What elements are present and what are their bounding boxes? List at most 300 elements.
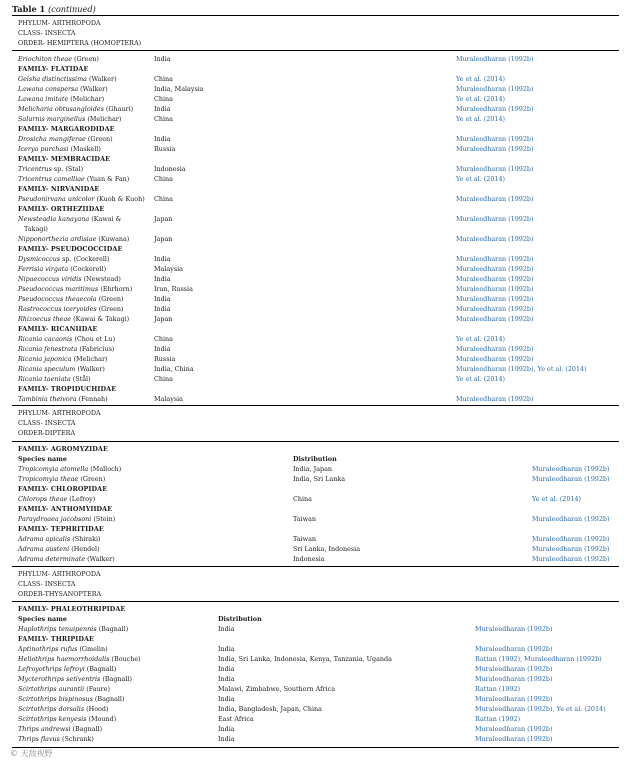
species-cell <box>18 54 99 64</box>
reference-link[interactable]: Muraleedharan (1992b) <box>456 295 534 303</box>
distribution-cell: Malawi, Zimbabwe, Southern Africa <box>218 685 336 693</box>
species-cell <box>18 174 129 184</box>
distribution-cell: India <box>218 695 235 703</box>
species-cell <box>18 514 115 524</box>
family-row <box>12 64 619 74</box>
species-author: (Kawai & <box>89 215 122 223</box>
species-cell <box>18 644 108 654</box>
reference-link[interactable]: Muraleedharan (1992b) <box>532 545 610 553</box>
species-cell <box>18 374 91 384</box>
species-name: Scirtothrips aurantii <box>18 685 85 693</box>
table-row <box>12 554 619 564</box>
taxonomy-line: CLASS- INSECTA <box>18 580 76 588</box>
distribution-cell: Malaysia <box>154 265 183 273</box>
species-cell <box>18 714 116 724</box>
distribution-cell: Indonesia <box>154 165 186 173</box>
reference-link[interactable]: Muraleedharan (1992b) <box>456 145 534 153</box>
species-cell <box>18 104 133 114</box>
species-author: (Walker) <box>75 365 105 373</box>
species-cell <box>18 74 117 84</box>
table-row <box>12 164 619 174</box>
table-row <box>12 514 619 524</box>
species-name: Ferrisia virgata <box>18 265 69 273</box>
species-author: (Walker) <box>86 75 117 83</box>
species-name: Paraydroaea jacobsoni <box>18 515 92 523</box>
reference-link[interactable]: Ye et al. (2014) <box>456 375 506 383</box>
table-row <box>12 494 619 504</box>
distribution-cell: India, Bangladesh, Japan, China <box>218 705 322 713</box>
species-name: Tropicomyia atomella <box>18 465 89 473</box>
species-cell <box>18 334 115 344</box>
table-row <box>12 694 619 704</box>
species-cell <box>18 474 105 484</box>
species-name: Scirtothrips kenyesis <box>18 715 87 723</box>
species-author: (Green) <box>96 305 124 313</box>
family-name: FAMILY- PSEUDOCOCCIDAE <box>18 245 123 253</box>
species-author: (Malloch) <box>88 465 122 473</box>
reference-link[interactable]: Muraleedharan (1992b) <box>532 465 610 473</box>
reference-link[interactable]: Muraleedharan (1992b) <box>475 665 553 673</box>
species-cell <box>18 664 116 674</box>
distribution-cell: Japan <box>154 235 173 243</box>
species-cell <box>18 284 132 294</box>
species-author: (Kuwana) <box>96 235 130 243</box>
species-author: (Stein) <box>91 515 116 523</box>
family-row <box>12 184 619 194</box>
reference-link[interactable]: Ye et al. (2014) <box>532 495 582 503</box>
table-rule <box>12 601 619 602</box>
table-row <box>12 644 619 654</box>
species-name: Pseudococcus theaecola <box>18 295 97 303</box>
distribution-cell: Malaysia <box>154 395 183 403</box>
distribution-cell: India <box>218 665 235 673</box>
species-cell <box>18 194 145 204</box>
family-name: FAMILY- RICANIIDAE <box>18 325 98 333</box>
taxonomy-line: PHYLUM- ARTHROPODA <box>18 409 101 417</box>
table-row <box>12 294 619 304</box>
distribution-cell: China <box>154 75 173 83</box>
species-author: (Gmelin) <box>77 645 108 653</box>
taxonomy-line: CLASS- INSECTA <box>18 29 76 37</box>
species-cell <box>18 534 101 544</box>
species-cell <box>18 234 129 244</box>
species-author: (Ehrhorn) <box>98 285 133 293</box>
family-row <box>12 154 619 164</box>
table-row <box>12 134 619 144</box>
distribution-cell: India <box>154 345 171 353</box>
taxonomy-line: PHYLUM- ARTHROPODA <box>18 19 101 27</box>
species-name: Ricania taeniata <box>18 375 71 383</box>
table-row <box>12 704 619 714</box>
table-row <box>12 464 619 474</box>
species-name: Aptinothrips rufus <box>18 645 78 653</box>
distribution-cell: Taiwan <box>293 515 317 523</box>
distribution-cell: Taiwan <box>293 535 317 543</box>
species-author: (Green) <box>85 135 113 143</box>
reference-link[interactable]: Muraleedharan (1992b) <box>532 555 610 563</box>
species-author: (Ghauri) <box>103 105 134 113</box>
distribution-header: Distribution <box>293 455 337 463</box>
family-row <box>12 524 619 534</box>
species-name: Heliothrips haemorrhoidalis <box>18 655 110 663</box>
species-name: Drosicha mangiferae <box>18 135 86 143</box>
reference-link[interactable]: Muraleedharan (1992b) <box>456 345 534 353</box>
taxonomy-line: CLASS- INSECTA <box>18 419 76 427</box>
family-name: FAMILY- TROPIDUCHIDAE <box>18 385 117 393</box>
species-name: Tambinia theivora <box>18 395 77 403</box>
reference-link[interactable]: Muraleedharan (1992b) <box>456 315 534 323</box>
reference-link[interactable]: Muraleedharan (1992b) <box>456 265 534 273</box>
species-name: Ricania speculum <box>18 365 76 373</box>
reference-link[interactable]: Muraleedharan (1992b), Ye et al. (2014) <box>456 365 587 373</box>
species-name: Melicharia obtusangloides <box>18 105 104 113</box>
distribution-cell: Russia <box>154 145 176 153</box>
distribution-cell: China <box>154 95 173 103</box>
table-row <box>12 54 619 64</box>
table-rule <box>12 566 619 567</box>
species-name: Adrama determinate <box>18 555 86 563</box>
table-row <box>12 174 619 184</box>
table-row <box>12 194 619 204</box>
species-author: (Chou et Lu) <box>72 335 116 343</box>
distribution-cell: India <box>154 55 171 63</box>
table-row <box>12 654 619 664</box>
distribution-cell: India <box>154 105 171 113</box>
species-cell <box>18 394 108 404</box>
species-cell <box>18 364 105 374</box>
reference-link[interactable]: Muraleedharan (1992b) <box>456 395 534 403</box>
species-cell <box>18 544 100 554</box>
distribution-cell: Indonesia <box>293 555 325 563</box>
species-author: (Kawai & Takagi) <box>71 315 130 323</box>
family-row <box>12 444 619 454</box>
table-row <box>12 344 619 354</box>
reference-link[interactable]: Muraleedharan (1992b) <box>456 195 534 203</box>
family-row <box>12 634 619 644</box>
species-name: Scirtothrips dorsalis <box>18 705 85 713</box>
species-name-header: Species name <box>18 615 67 623</box>
table-row <box>12 214 619 224</box>
species-name: Salurnis marginellus <box>18 115 86 123</box>
distribution-cell: Japan <box>154 315 173 323</box>
species-name: Lefroyothrips lefroyi <box>18 665 85 673</box>
reference-link[interactable]: Muraleedharan (1992b) <box>475 725 553 733</box>
species-author: (Melichar) <box>68 95 105 103</box>
family-name: FAMILY- AGROMYZIDAE <box>18 445 108 453</box>
reference-link[interactable]: Muraleedharan (1992b) <box>456 305 534 313</box>
distribution-cell: India <box>154 275 171 283</box>
species-author: (Bagnall) <box>96 625 129 633</box>
species-name: Pseudococcus maritimus <box>18 285 99 293</box>
species-name: Adrama austeni <box>18 545 70 553</box>
table-row <box>12 624 619 634</box>
family-row <box>12 504 619 514</box>
column-header-row <box>12 614 619 624</box>
table-row <box>12 74 619 84</box>
species-cell <box>18 654 141 664</box>
table-rule <box>12 50 619 51</box>
reference-link[interactable]: Ye et al. (2014) <box>456 75 506 83</box>
family-name: FAMILY- PHALEOTHRIPIDAE <box>18 605 126 613</box>
species-cell <box>18 344 114 354</box>
table-row <box>12 314 619 324</box>
table-row <box>12 104 619 114</box>
table-row <box>12 724 619 734</box>
family-name: FAMILY- MEMBRACIDAE <box>18 155 111 163</box>
table-row <box>12 394 619 404</box>
distribution-cell: Iran, Russia <box>154 285 193 293</box>
reference-link[interactable]: Ye et al. (2014) <box>456 95 506 103</box>
distribution-cell: India <box>218 675 235 683</box>
species-cell <box>18 84 108 94</box>
species-author: (Lefroy) <box>67 495 96 503</box>
species-author: (Melichar) <box>85 115 122 123</box>
table-row <box>12 664 619 674</box>
table-row <box>12 334 619 344</box>
reference-link[interactable]: Muraleedharan (1992b) <box>456 135 534 143</box>
family-name: FAMILY- MARGARODIDAE <box>18 125 115 133</box>
species-cell <box>18 464 121 474</box>
distribution-cell: Russia <box>154 355 176 363</box>
distribution-cell: India, Sri Lanka <box>293 475 346 483</box>
family-name: FAMILY- CHLOROPIDAE <box>18 485 108 493</box>
reference-link[interactable]: Muraleedharan (1992b) <box>475 675 553 683</box>
species-name: Eriochiton theae <box>18 55 72 63</box>
species-name: Tropicomyia theae <box>18 475 79 483</box>
reference-link[interactable]: Ye et al. (2014) <box>456 175 506 183</box>
distribution-cell: India <box>154 295 171 303</box>
species-author: (Green) <box>71 55 99 63</box>
reference-link[interactable]: Muraleedharan (1992b) <box>532 475 610 483</box>
species-name: Ricania cacaonis <box>18 335 73 343</box>
species-cell <box>18 164 83 174</box>
distribution-cell: India, Sri Lanka, Indonesia, Kenya, Tanzania, Uganda <box>218 655 392 663</box>
reference-link[interactable]: Muraleedharan (1992b) <box>475 735 553 743</box>
species-name: Scirtothrips bispinosus <box>18 695 93 703</box>
table-row <box>12 474 619 484</box>
reference-link[interactable]: Muraleedharan (1992b) <box>456 165 534 173</box>
family-row <box>12 244 619 254</box>
reference-link[interactable]: Muraleedharan (1992b) <box>456 355 534 363</box>
family-name: FAMILY- ANTHOMYIIDAE <box>18 505 113 513</box>
distribution-cell: India, Japan <box>293 465 333 473</box>
table-row <box>12 534 619 544</box>
reference-link[interactable]: Rattan (1992), Muraleedharan (1992b) <box>475 655 602 663</box>
reference-link[interactable]: Rattan (1992) <box>475 715 521 723</box>
species-author: (Faure) <box>84 685 110 693</box>
species-cell <box>18 694 124 704</box>
table-row <box>12 264 619 274</box>
family-row <box>12 324 619 334</box>
species-author: (Fennah) <box>76 395 108 403</box>
reference-link[interactable]: Ye et al. (2014) <box>456 335 506 343</box>
reference-link[interactable]: Muraleedharan (1992b) <box>456 105 534 113</box>
distribution-cell: India, Malaysia <box>154 85 204 93</box>
table-rule <box>12 441 619 442</box>
species-name: Tricentrus camelliae <box>18 175 85 183</box>
table-row <box>12 114 619 124</box>
reference-link[interactable]: Muraleedharan (1992b) <box>456 235 534 243</box>
species-author: (Bouche) <box>109 655 141 663</box>
species-name: Rastrococcus iceryoides <box>18 305 97 313</box>
species-author: (Mound) <box>86 715 117 723</box>
family-row <box>12 124 619 134</box>
reference-link[interactable]: Muraleedharan (1992b) <box>456 55 534 63</box>
species-name: Mycterothrips setiventris <box>18 675 101 683</box>
taxonomy-line: PHYLUM- ARTHROPODA <box>18 570 101 578</box>
table-label: Table 1 <box>12 4 46 14</box>
distribution-cell: India <box>218 735 235 743</box>
species-cell <box>18 734 94 744</box>
reference-link[interactable]: Rattan (1992) <box>475 685 521 693</box>
species-author: (Yuan & Fan) <box>84 175 130 183</box>
taxonomy-line: ORDER-THYSANOPTERA <box>18 590 102 598</box>
table-row <box>12 674 619 684</box>
reference-link[interactable]: Muraleedharan (1992b) <box>456 285 534 293</box>
species-name: Icerya purchasi <box>18 145 69 153</box>
table-row <box>12 274 619 284</box>
reference-link[interactable]: Muraleedharan (1992b) <box>475 695 553 703</box>
reference-link[interactable]: Muraleedharan (1992b) <box>475 625 553 633</box>
table-row <box>12 684 619 694</box>
table-row <box>12 144 619 154</box>
species-cell <box>18 314 129 324</box>
species-name: Lawana imitate <box>18 95 69 103</box>
species-cell <box>18 674 132 684</box>
table-row <box>12 304 619 314</box>
watermark: © 天敌视野 <box>10 749 53 758</box>
species-author: (Fabricius) <box>77 345 115 353</box>
species-name: Ricania japonica <box>18 355 72 363</box>
species-author: (Bagnall) <box>100 675 132 683</box>
species-name: Pseudonirvana unicolor <box>18 195 95 203</box>
species-author: (Newstead) <box>81 275 121 283</box>
family-name: FAMILY- ORTHEZIIDAE <box>18 205 105 213</box>
family-row <box>12 484 619 494</box>
distribution-cell: India <box>154 135 171 143</box>
species-cell <box>18 624 128 634</box>
reference-link[interactable]: Muraleedharan (1992b) <box>456 85 534 93</box>
table-row <box>12 84 619 94</box>
distribution-cell: China <box>154 175 173 183</box>
table-row <box>12 734 619 744</box>
species-author: (Walker) <box>78 85 108 93</box>
reference-link[interactable]: Muraleedharan (1992b) <box>456 255 534 263</box>
taxonomy-line: ORDER-DIPTERA <box>18 429 76 437</box>
table-rule <box>12 405 619 406</box>
species-author: (Green) <box>96 295 124 303</box>
reference-link[interactable]: Muraleedharan (1992b) <box>475 645 553 653</box>
family-name: FAMILY- THRIPIDAE <box>18 635 95 643</box>
species-author: (Shiraki) <box>70 535 101 543</box>
distribution-cell: India <box>218 725 235 733</box>
reference-link[interactable]: Muraleedharan (1992b), Ye et al. (2014) <box>475 705 606 713</box>
species-name: Adrama apicalis <box>18 535 71 543</box>
species-author-continued: Takagi) <box>24 225 48 233</box>
species-name: Nipaecoccus viridis <box>18 275 82 283</box>
species-author: (Schrank) <box>59 735 94 743</box>
species-name: Thrips flavus <box>18 735 60 743</box>
table-caption <box>12 4 96 14</box>
reference-link[interactable]: Muraleedharan (1992b) <box>532 535 610 543</box>
species-name: Nipponorthezia ardisiae <box>18 235 97 243</box>
family-row <box>12 384 619 394</box>
species-name: Haplothrips tenuipennis <box>18 625 97 633</box>
table-rule <box>12 747 619 748</box>
species-cell <box>18 144 101 154</box>
species-author: (Stål) <box>70 375 91 383</box>
family-row <box>12 204 619 214</box>
species-name: Dysmicoccus <box>18 255 61 263</box>
species-cell <box>18 214 121 224</box>
table-row <box>12 254 619 264</box>
species-cell <box>18 114 121 124</box>
distribution-cell: Sri Lanka, Indonesia <box>293 545 361 553</box>
species-author: (Melichar) <box>71 355 108 363</box>
species-cell <box>18 254 109 264</box>
species-cell <box>18 274 121 284</box>
table-row <box>12 374 619 384</box>
species-cell <box>18 354 108 364</box>
species-cell <box>18 294 123 304</box>
table-row <box>12 284 619 294</box>
table-rule <box>12 15 619 16</box>
reference-link[interactable]: Muraleedharan (1992b) <box>456 215 534 223</box>
species-name: Rhizoecus theae <box>18 315 72 323</box>
reference-link[interactable]: Muraleedharan (1992b) <box>456 275 534 283</box>
family-name: FAMILY- TEPHRITIDAE <box>18 525 104 533</box>
species-cell <box>18 304 124 314</box>
table-row <box>12 234 619 244</box>
species-name: Lawana conspersa <box>18 85 79 93</box>
species-author: sp. (Cockerell) <box>60 255 110 263</box>
distribution-cell: India <box>218 625 235 633</box>
distribution-cell: China <box>154 375 173 383</box>
species-name: Chlorops theae <box>18 495 68 503</box>
column-header-row <box>12 454 619 464</box>
species-cell <box>18 684 110 694</box>
species-author: (Bagnall) <box>70 725 103 733</box>
species-cell <box>18 264 106 274</box>
reference-link[interactable]: Muraleedharan (1992b) <box>532 515 610 523</box>
family-name: FAMILY- FLATIDAE <box>18 65 89 73</box>
table-row <box>12 364 619 374</box>
species-author: (Hood) <box>84 705 109 713</box>
species-cell <box>18 554 115 564</box>
species-name: Thrips andrewsi <box>18 725 71 733</box>
distribution-header: Distribution <box>218 615 262 623</box>
species-cell <box>18 134 113 144</box>
species-name: Newsteadia kanayana <box>18 215 90 223</box>
distribution-cell: China <box>154 335 173 343</box>
distribution-cell: China <box>154 195 173 203</box>
species-author: (Walker) <box>85 555 115 563</box>
distribution-cell: India <box>218 645 235 653</box>
species-author: (Cockerell) <box>68 265 107 273</box>
distribution-cell: China <box>293 495 312 503</box>
reference-link[interactable]: Ye et al. (2014) <box>456 115 506 123</box>
distribution-cell: Japan <box>154 215 173 223</box>
table-row <box>12 94 619 104</box>
table-row <box>12 354 619 364</box>
species-cell <box>18 724 102 734</box>
taxonomy-line: ORDER- HEMIPTERA (HOMOPTERA) <box>18 39 142 47</box>
species-cell <box>18 704 109 714</box>
species-name: Geisha distinctissima <box>18 75 87 83</box>
species-author: (Green) <box>78 475 106 483</box>
table-continued-note: (continued) <box>48 4 96 14</box>
species-cell <box>18 494 95 504</box>
